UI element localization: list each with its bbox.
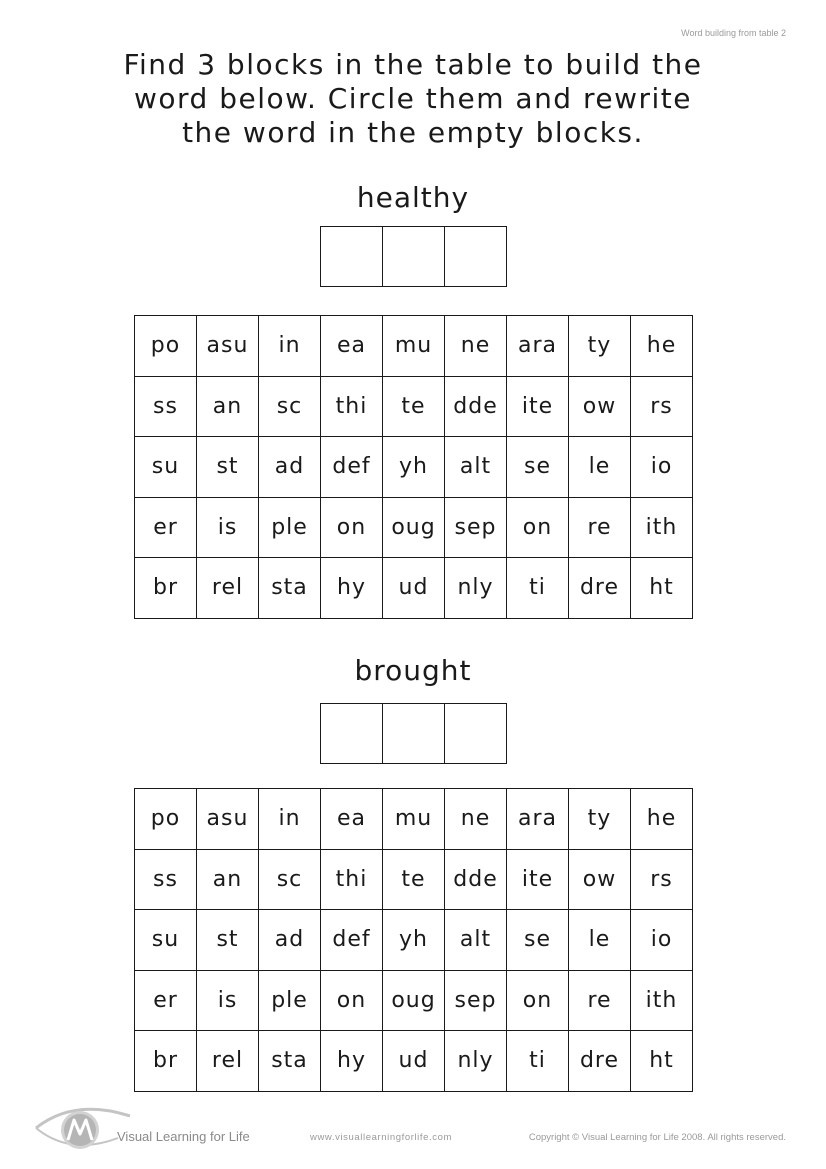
- syllable-cell[interactable]: on: [321, 971, 383, 1032]
- syllable-cell[interactable]: rs: [631, 377, 693, 438]
- syllable-cell[interactable]: def: [321, 437, 383, 498]
- syllable-cell[interactable]: yh: [383, 437, 445, 498]
- syllable-cell[interactable]: ne: [445, 789, 507, 850]
- instruction-line-2: word below. Circle them and rewrite: [133, 82, 693, 115]
- syllable-cell[interactable]: ite: [507, 377, 569, 438]
- syllable-cell[interactable]: ite: [507, 850, 569, 911]
- syllable-cell[interactable]: le: [569, 437, 631, 498]
- syllable-cell[interactable]: oug: [383, 971, 445, 1032]
- syllable-cell[interactable]: is: [197, 498, 259, 559]
- syllable-cell[interactable]: ss: [135, 850, 197, 911]
- syllable-cell[interactable]: ith: [631, 971, 693, 1032]
- syllable-cell[interactable]: alt: [445, 910, 507, 971]
- syllable-cell[interactable]: nly: [445, 558, 507, 619]
- answer-box[interactable]: [445, 226, 507, 287]
- syllable-cell[interactable]: re: [569, 971, 631, 1032]
- target-word-2: brought: [354, 654, 472, 687]
- syllable-cell[interactable]: an: [197, 850, 259, 911]
- syllable-cell[interactable]: ith: [631, 498, 693, 559]
- answer-boxes-2: [320, 703, 507, 764]
- syllable-cell[interactable]: sta: [259, 1031, 321, 1092]
- syllable-cell[interactable]: io: [631, 910, 693, 971]
- syllable-cell[interactable]: ss: [135, 377, 197, 438]
- syllable-cell[interactable]: ne: [445, 316, 507, 377]
- syllable-cell[interactable]: io: [631, 437, 693, 498]
- syllable-cell[interactable]: ad: [259, 910, 321, 971]
- syllable-cell[interactable]: mu: [383, 316, 445, 377]
- answer-boxes-1: [320, 226, 507, 287]
- syllable-cell[interactable]: rel: [197, 1031, 259, 1092]
- answer-box[interactable]: [383, 703, 445, 764]
- syllable-cell[interactable]: he: [631, 789, 693, 850]
- syllable-cell[interactable]: ara: [507, 789, 569, 850]
- syllable-cell[interactable]: ht: [631, 558, 693, 619]
- instruction-line-3: the word in the empty blocks.: [182, 116, 644, 149]
- footer: [0, 1104, 826, 1154]
- syllable-cell[interactable]: asu: [197, 316, 259, 377]
- syllable-cell[interactable]: thi: [321, 850, 383, 911]
- syllable-cell[interactable]: ow: [569, 377, 631, 438]
- syllable-cell[interactable]: on: [507, 498, 569, 559]
- syllable-cell[interactable]: nly: [445, 1031, 507, 1092]
- syllable-cell[interactable]: br: [135, 1031, 197, 1092]
- answer-box[interactable]: [445, 703, 507, 764]
- syllable-cell[interactable]: ple: [259, 498, 321, 559]
- answer-box[interactable]: [321, 703, 383, 764]
- syllable-cell[interactable]: def: [321, 910, 383, 971]
- syllable-cell[interactable]: ud: [383, 1031, 445, 1092]
- syllable-cell[interactable]: hy: [321, 1031, 383, 1092]
- syllable-cell[interactable]: br: [135, 558, 197, 619]
- syllable-cell[interactable]: sta: [259, 558, 321, 619]
- syllable-cell[interactable]: rs: [631, 850, 693, 911]
- syllable-cell[interactable]: sep: [445, 971, 507, 1032]
- syllable-cell[interactable]: on: [321, 498, 383, 559]
- copyright: Copyright © Visual Learning for Life 2008. All rights reserved.: [528, 1132, 786, 1143]
- syllable-cell[interactable]: su: [135, 910, 197, 971]
- syllable-cell[interactable]: dre: [569, 1031, 631, 1092]
- syllable-cell[interactable]: in: [259, 316, 321, 377]
- header-note: Word building from table 2: [681, 28, 786, 38]
- target-word-1: healthy: [356, 181, 470, 214]
- syllable-cell[interactable]: po: [135, 316, 197, 377]
- syllable-cell[interactable]: thi: [321, 377, 383, 438]
- syllable-cell[interactable]: ple: [259, 971, 321, 1032]
- brand-name: Visual Learning for Life: [117, 1129, 250, 1144]
- syllable-cell[interactable]: ud: [383, 558, 445, 619]
- syllable-cell[interactable]: ty: [569, 789, 631, 850]
- syllable-cell[interactable]: ad: [259, 437, 321, 498]
- syllable-cell[interactable]: he: [631, 316, 693, 377]
- syllable-cell[interactable]: asu: [197, 789, 259, 850]
- syllable-cell[interactable]: sc: [259, 377, 321, 438]
- eye-logo-icon: [34, 1104, 134, 1152]
- syllable-cell[interactable]: dre: [569, 558, 631, 619]
- syllable-cell[interactable]: ea: [321, 316, 383, 377]
- syllable-cell[interactable]: mu: [383, 789, 445, 850]
- syllable-grid-1: [134, 315, 693, 619]
- syllable-grid-2: [134, 788, 693, 1092]
- syllable-cell[interactable]: er: [135, 498, 197, 559]
- instructions: [0, 48, 826, 150]
- syllable-cell[interactable]: yh: [383, 910, 445, 971]
- syllable-cell[interactable]: ea: [321, 789, 383, 850]
- syllable-cell[interactable]: oug: [383, 498, 445, 559]
- answer-box[interactable]: [383, 226, 445, 287]
- syllable-cell[interactable]: in: [259, 789, 321, 850]
- syllable-cell[interactable]: dde: [445, 850, 507, 911]
- syllable-cell[interactable]: ow: [569, 850, 631, 911]
- syllable-cell[interactable]: ht: [631, 1031, 693, 1092]
- syllable-cell[interactable]: st: [197, 437, 259, 498]
- syllable-cell[interactable]: po: [135, 789, 197, 850]
- syllable-cell[interactable]: sep: [445, 498, 507, 559]
- syllable-cell[interactable]: te: [383, 850, 445, 911]
- syllable-cell[interactable]: su: [135, 437, 197, 498]
- syllable-cell[interactable]: le: [569, 910, 631, 971]
- syllable-cell[interactable]: er: [135, 971, 197, 1032]
- syllable-cell[interactable]: se: [507, 437, 569, 498]
- syllable-cell[interactable]: on: [507, 971, 569, 1032]
- syllable-cell[interactable]: ty: [569, 316, 631, 377]
- syllable-cell[interactable]: te: [383, 377, 445, 438]
- syllable-cell[interactable]: ti: [507, 558, 569, 619]
- syllable-cell[interactable]: is: [197, 971, 259, 1032]
- instruction-line-1: Find 3 blocks in the table to build the: [123, 48, 703, 81]
- answer-box[interactable]: [321, 226, 383, 287]
- syllable-cell[interactable]: se: [507, 910, 569, 971]
- syllable-cell[interactable]: st: [197, 910, 259, 971]
- syllable-cell[interactable]: hy: [321, 558, 383, 619]
- syllable-cell[interactable]: ti: [507, 1031, 569, 1092]
- syllable-cell[interactable]: rel: [197, 558, 259, 619]
- syllable-cell[interactable]: alt: [445, 437, 507, 498]
- website-link[interactable]: www.visuallearningforlife.com: [310, 1132, 453, 1143]
- syllable-cell[interactable]: an: [197, 377, 259, 438]
- syllable-cell[interactable]: ara: [507, 316, 569, 377]
- syllable-cell[interactable]: dde: [445, 377, 507, 438]
- syllable-cell[interactable]: sc: [259, 850, 321, 911]
- syllable-cell[interactable]: re: [569, 498, 631, 559]
